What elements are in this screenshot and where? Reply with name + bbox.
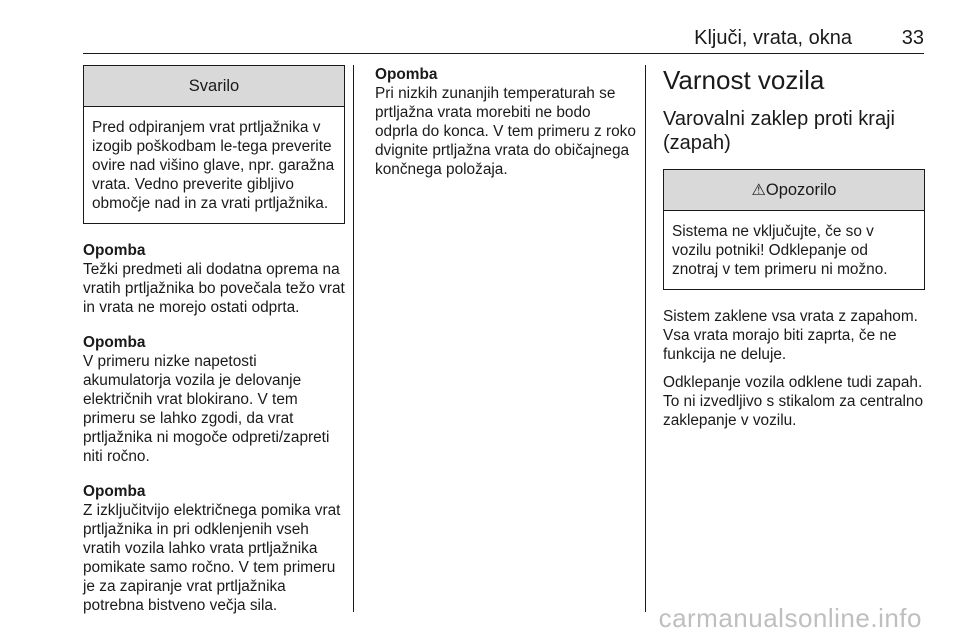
note (375, 65, 637, 179)
column-divider (645, 65, 646, 612)
note-title: Opomba (375, 66, 438, 83)
warning-title-text: Opozorilo (765, 181, 837, 199)
page-number: 33 (901, 27, 924, 49)
column-left (83, 65, 345, 615)
warning-box-title (664, 170, 924, 211)
column-divider (353, 65, 354, 612)
note-text: Z izključitvijo električnega pomika vrat prtljažnika in pri odklenjenih vseh vratih vozila lahko vrata prtljažnika pomikate samo ročno. V tem primeru je za zapiranje vrat prtljažnika potrebna bistveno večja sila. (83, 502, 341, 614)
note-text: Težki predmeti ali dodatna oprema na vratih prtljažnika bo povečala težo vrat in vrata ne morejo ostati odprta. (83, 261, 345, 316)
note-title: Opomba (83, 242, 146, 259)
header-rule (83, 53, 924, 54)
warning-box (663, 169, 925, 290)
paragraph: Sistem zaklene vsa vrata z zapahom. Vsa vrata morajo biti zaprta, če ne funkcija ne deluje. (663, 308, 918, 363)
page-header-title: Ključi, vrata, okna (694, 27, 852, 49)
subsection-heading: Varovalni zaklep proti kraji (zapah) (663, 108, 895, 154)
warning-icon: ⚠ (751, 182, 766, 199)
caution-box-title: Svarilo (84, 66, 344, 107)
column-middle (375, 65, 637, 179)
note-title: Opomba (83, 334, 146, 351)
column-right (663, 65, 925, 430)
caution-box-text: Pred odpiranjem vrat prtljažnika v izogib poškodbam le-tega preverite ovire nad višino glave, npr. garažna vrata. Vedno preverite gibljivo območje nad in za vrati prtljažnika. (92, 119, 335, 212)
note-text: V primeru nizke napetosti akumulatorja vozila je delovanje električnih vrat blokirano. V tem primeru se lahko zgodi, da vrat prtljažnika ni mogoče odpreti/zapreti niti ročno. (83, 353, 330, 465)
note-text: Pri nizkih zunanjih temperaturah se prtljažna vrata morebiti ne bodo odprla do konca. V tem primeru z roko dvignite prtljažna vrata do običajnega končnega položaja. (375, 85, 636, 178)
note (83, 482, 345, 615)
section-heading: Varnost vozila (663, 65, 825, 95)
note-title: Opomba (83, 483, 146, 500)
note (83, 333, 345, 466)
note (83, 241, 345, 317)
warning-box-text: Sistema ne vključujte, če so v vozilu potniki! Odklepanje od znotraj v tem primeru ni možno. (672, 223, 888, 278)
paragraph: Odklepanje vozila odklene tudi zapah. To ni izvedljivo s stikalom za centralno zaklepanje v vozilu. (663, 374, 924, 429)
caution-box (83, 65, 345, 224)
watermark: carmanualsonline.info (658, 603, 922, 633)
